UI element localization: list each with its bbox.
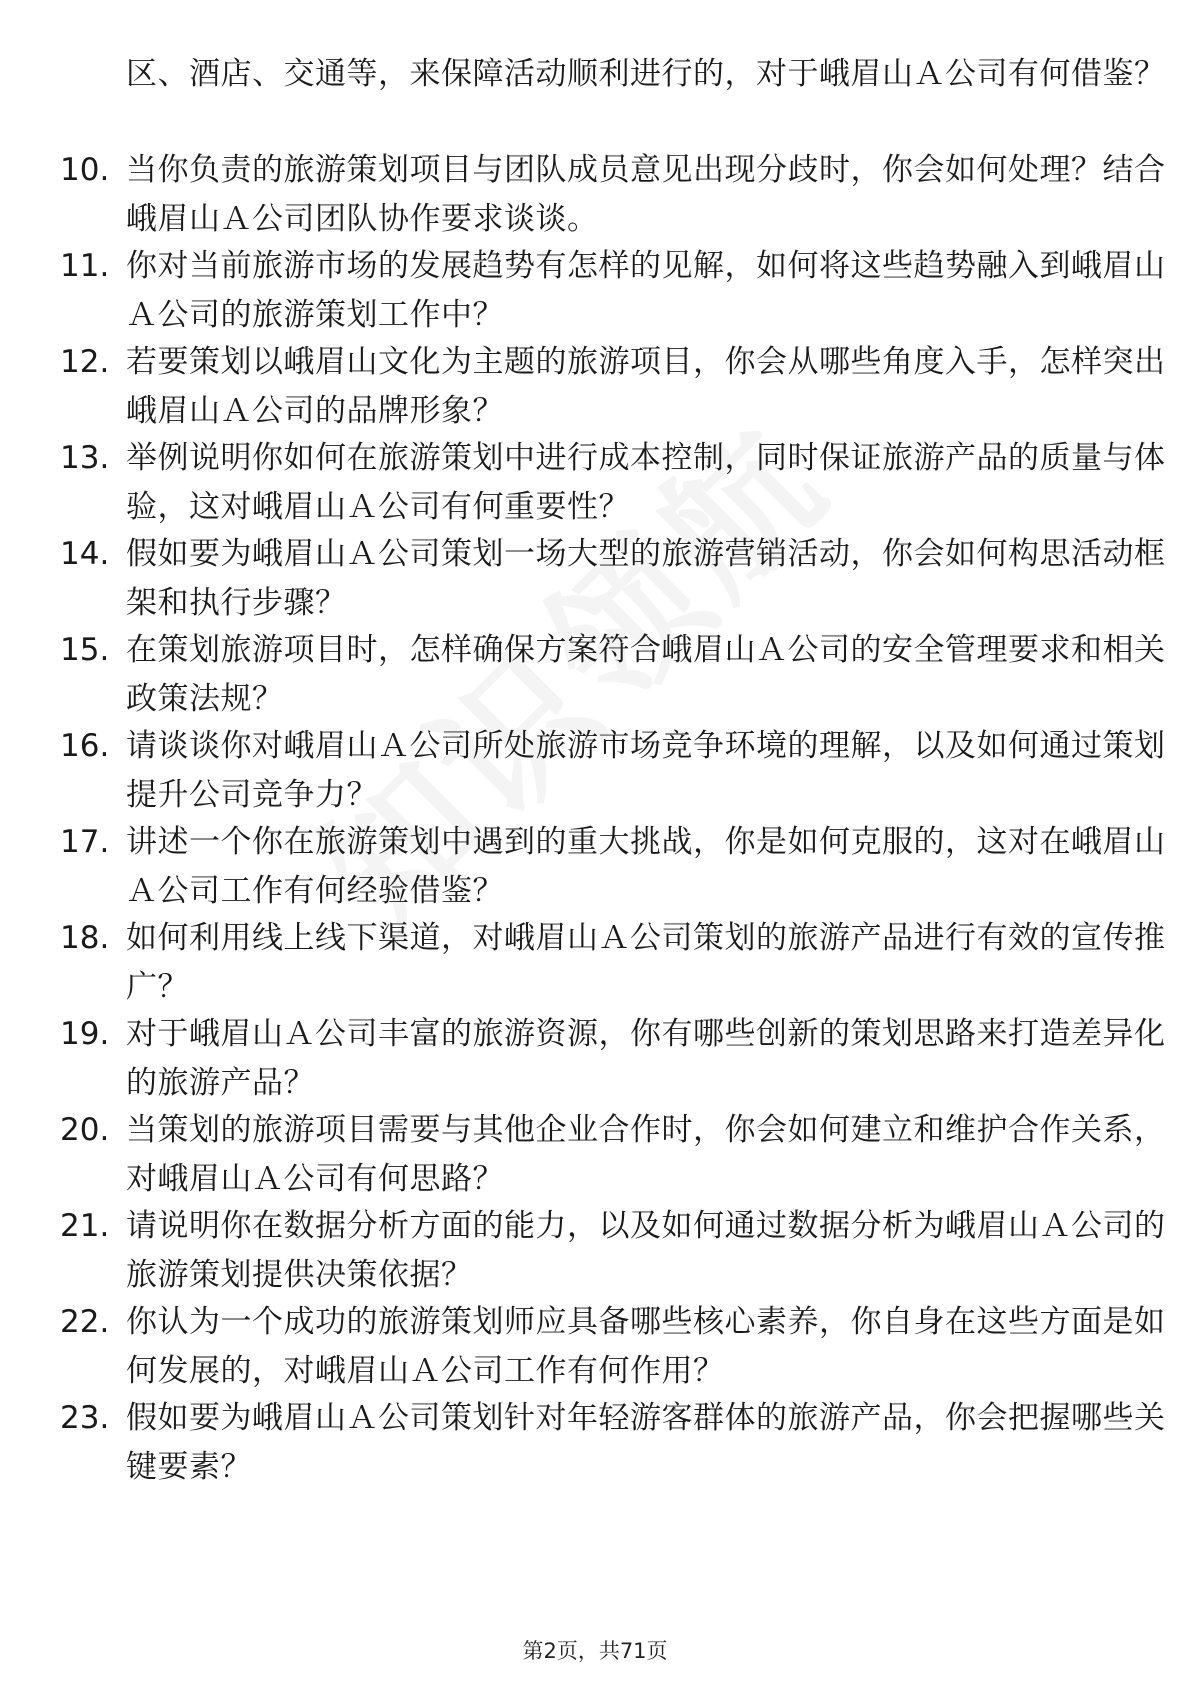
question-item-20	[60, 1106, 1166, 1204]
question-item-15	[60, 626, 1166, 724]
question-number: 20.	[60, 1112, 110, 1148]
question-text: 你认为一个成功的旅游策划师应具备哪些核心素养，你自身在这些方面是如何发展的，对峨眉山Ａ公司工作有何作用？	[126, 1304, 1166, 1389]
question-text: 当策划的旅游项目需要与其他企业合作时，你会如何建立和维护合作关系，对峨眉山Ａ公司有何思路？	[126, 1112, 1166, 1197]
question-text: 如何利用线上线下渠道，对峨眉山Ａ公司策划的旅游产品进行有效的宣传推广？	[126, 920, 1166, 1005]
question-number: 19.	[60, 1016, 110, 1052]
question-item-17	[60, 818, 1166, 916]
question-item-11	[60, 242, 1166, 340]
question-number: 15.	[60, 632, 110, 668]
question-number: 12.	[60, 344, 110, 380]
question-text: 在策划旅游项目时，怎样确保方案符合峨眉山Ａ公司的安全管理要求和相关政策法规？	[126, 632, 1166, 717]
question-text: 假如要为峨眉山Ａ公司策划一场大型的旅游营销活动，你会如何构思活动框架和执行步骤？	[126, 536, 1166, 621]
question-item-18	[60, 914, 1166, 1012]
question-number: 16.	[60, 728, 110, 764]
question-text: 对于峨眉山Ａ公司丰富的旅游资源，你有哪些创新的策划思路来打造差异化的旅游产品？	[126, 1016, 1166, 1101]
question-number: 11.	[60, 248, 110, 284]
question-text: 区、酒店、交通等，来保障活动顺利进行的，对于峨眉山Ａ公司有何借鉴？	[126, 56, 1166, 92]
question-text: 举例说明你如何在旅游策划中进行成本控制，同时保证旅游产品的质量与体验，这对峨眉山Ａ公司有何重要性？	[126, 440, 1166, 525]
question-text: 你对当前旅游市场的发展趋势有怎样的见解，如何将这些趋势融入到峨眉山Ａ公司的旅游策划工作中？	[126, 248, 1166, 333]
question-item-21	[60, 1202, 1166, 1300]
question-number: 18.	[60, 920, 110, 956]
question-text: 请说明你在数据分析方面的能力，以及如何通过数据分析为峨眉山Ａ公司的旅游策划提供决策依据？	[126, 1208, 1166, 1293]
question-text: 若要策划以峨眉山文化为主题的旅游项目，你会从哪些角度入手，怎样突出峨眉山Ａ公司的品牌形象？	[126, 344, 1166, 429]
question-number: 23.	[60, 1400, 110, 1436]
question-text: 讲述一个你在旅游策划中遇到的重大挑战，你是如何克服的，这对在峨眉山Ａ公司工作有何经验借鉴？	[126, 824, 1166, 909]
question-number: 22.	[60, 1304, 110, 1340]
question-item-19	[60, 1010, 1166, 1108]
question-number: 21.	[60, 1208, 110, 1244]
question-item-23	[60, 1394, 1166, 1492]
question-number: 14.	[60, 536, 110, 572]
question-item-12	[60, 338, 1166, 436]
question-text: 假如要为峨眉山Ａ公司策划针对年轻游客群体的旅游产品，你会把握哪些关键要素？	[126, 1400, 1166, 1485]
question-text: 当你负责的旅游策划项目与团队成员意见出现分歧时，你会如何处理？结合峨眉山Ａ公司团队协作要求谈谈。	[126, 152, 1166, 237]
question-number: 17.	[60, 824, 110, 860]
question-text: 请谈谈你对峨眉山Ａ公司所处旅游市场竞争环境的理解，以及如何通过策划提升公司竞争力？	[126, 728, 1166, 813]
question-item-22	[60, 1298, 1166, 1396]
question-item-10	[60, 146, 1166, 244]
question-number: 13.	[60, 440, 110, 476]
question-item-continued	[60, 50, 1166, 99]
question-item-16	[60, 722, 1166, 820]
question-item-14	[60, 530, 1166, 628]
question-number: 10.	[60, 152, 110, 188]
page-number-footer: 第2页，共71页	[522, 1639, 668, 1663]
question-item-13	[60, 434, 1166, 532]
